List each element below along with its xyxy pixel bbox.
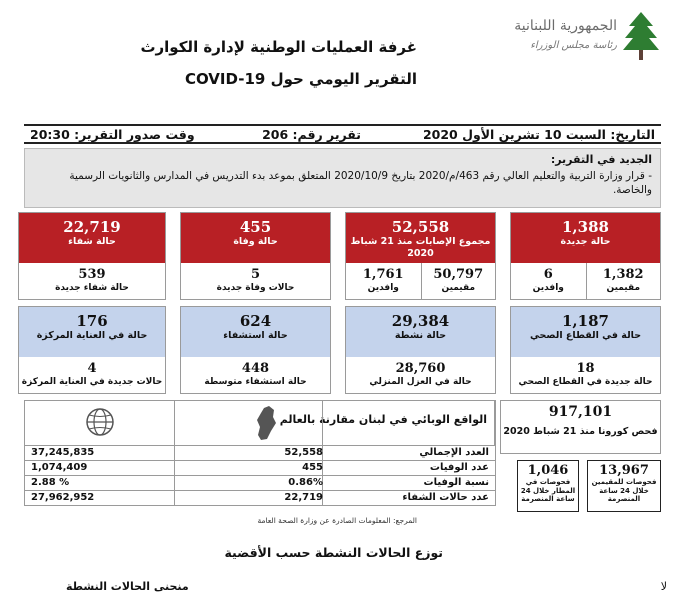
active-curve-heading: منحنى الحالات النشطة [66,580,189,593]
world-value: 2.88 % [31,477,70,488]
news-body: - قرار وزارة التربية والتعليم العالي رقم 463/م/2020 بتاريخ 2020/10/9 المتعلق بموعد بدء التدريس في المدارس والثانويات الرسمية والخاصة. [69,170,652,196]
new-cases-residents-label: مقيمين [606,283,641,293]
new-cases-arrivals-label: وافدين [532,283,564,293]
world-value: 27,962,952 [31,492,95,503]
comparison-title: الواقع الوبائي في لبنان مقارنة بالعالم [279,413,487,426]
report-header [0,0,679,120]
recoveries-card [18,212,166,300]
new-cases-header [511,213,660,263]
lebanon-value: 52,558 [284,447,323,458]
icu-new-label: حالات جديدة في العناية المركزة [21,377,163,387]
home-isolation-value: 28,760 [395,361,446,376]
icu-new-value: 4 [87,361,97,376]
icu-label: حالة في العناية المركزة [36,330,148,341]
report-info-bar [24,124,661,144]
lebanon-value: 455 [302,462,323,473]
health-sector-new-value: 18 [576,361,595,376]
total-cases-residents-label: مقيمين [441,283,476,293]
health-sector-label: حالة في القطاع الصحي [529,330,642,341]
new-recoveries-value: 539 [78,267,106,282]
new-cases-arrivals-value: 6 [543,267,553,282]
icu-value: 176 [76,312,108,330]
resident-tests-card [587,460,661,512]
recoveries-value: 22,719 [63,218,121,236]
active-cases-value: 29,384 [391,312,450,330]
new-deaths-value: 5 [250,267,261,282]
resident-tests-label: فحوصات للمقيمين خلال 24 ساعة المنصرمة [591,478,657,503]
world-value: 1,074,409 [31,462,88,473]
new-cases-card [510,212,661,300]
new-cases-residents [586,263,661,299]
new-cases-residents-value: 1,382 [602,267,644,282]
page-title: غرفة العمليات الوطنية لإدارة الكوارث [140,38,417,56]
news-heading: الجديد في التقرير: [550,153,652,166]
source-note: المرجع: المعلومات الصادرة عن وزارة الصحة العامة [257,516,417,525]
active-cases-card [345,306,496,394]
logo-line-republic: الجمهورية اللبنانية [514,18,617,34]
section-title: توزع الحالات النشطة حسب الأقضية [224,545,443,560]
health-sector-new-label: حالة جديدة في القطاع الصحي [518,377,653,387]
comparison-row-deaths [25,460,495,475]
page-subtitle: التقرير اليومي حول COVID-19 [184,70,417,88]
total-cases-arrivals-value: 1,761 [362,267,404,282]
active-cases-label: حالة نشطة [394,330,447,341]
total-cases-arrivals-label: وافدين [367,283,399,293]
total-cases-residents-value: 50,797 [433,267,484,282]
hospitalized-header [181,307,330,357]
deaths-label: حالة وفاة [233,236,278,247]
icu-card [18,306,166,394]
comparison-table [24,400,496,506]
new-deaths-label: حالات وفاة جديدة [216,283,295,293]
deaths-card [180,212,331,300]
recoveries-header [19,213,165,263]
total-cases-label: مجموع الإصابات منذ 21 شباط 2020 [350,236,491,259]
home-isolation-label: حالة في العزل المنزلي [369,377,472,387]
deaths-header [181,213,330,263]
new-recoveries-label: حالة شفاء جديدة [55,283,129,293]
cedar-icon [621,10,661,62]
new-cases-value: 1,388 [562,218,609,236]
comparison-row-recoveries [25,490,495,505]
airport-tests-value: 1,046 [527,463,569,478]
recoveries-label: حالة شفاء [68,236,116,247]
health-sector-header [511,307,660,357]
hospitalized-value: 624 [239,312,272,330]
airport-tests-label: فحوصات في المطار خلال 24 ساعة المنصرمة [520,478,576,503]
news-panel [24,148,661,208]
total-cases-value: 52,558 [391,218,450,236]
report-number: تقرير رقم: 206 [262,126,361,142]
total-cases-arrivals [346,263,421,299]
deaths-value: 455 [239,218,272,236]
row-label: العدد الإجمالي [419,447,489,458]
health-sector-card [510,306,661,394]
airport-tests-card [517,460,579,512]
moderate-hospitalized-value: 448 [241,361,270,376]
republic-logo [511,8,661,64]
logo-line-presidency: رئاسة مجلس الوزراء [530,40,617,51]
lebanon-value: 22,719 [284,492,323,503]
total-cases-card [345,212,496,300]
lebanon-map-icon [255,405,277,441]
moderate-hospitalized-label: حالة استشفاء متوسطة [204,377,307,387]
active-cases-header [346,307,495,357]
total-cases-residents [421,263,496,299]
comparison-row-death-rate [25,475,495,490]
tests-label: فحص كورونا منذ 21 شباط 2020 [503,426,658,437]
health-sector-value: 1,187 [562,312,609,330]
hospitalized-card [180,306,331,394]
row-label: عدد الوفيات [429,462,489,473]
report-date: التاريخ: السبت 10 تشرين الأول 2020 [422,126,655,142]
globe-icon [85,407,115,437]
resident-tests-value: 13,967 [599,463,649,478]
total-cases-header [346,213,495,263]
icu-header [19,307,165,357]
new-cases-label: حالة جديدة [560,236,611,247]
report-issue-time: وقت صدور التقرير: 20:30 [30,126,195,142]
new-cases-arrivals [511,263,586,299]
comparison-row-total [25,445,495,460]
comparison-table-header [25,401,495,445]
hospitalized-label: حالة استشفاء [223,330,288,341]
row-label: نسبة الوفيات [423,477,489,488]
row-label: عدد حالات الشفاء [402,492,489,503]
bottom-right-text: لا [660,580,667,593]
tests-card [500,400,661,454]
lebanon-value: 0.86% [288,477,323,488]
tests-value: 917,101 [548,404,613,420]
world-value: 37,245,835 [31,447,95,458]
